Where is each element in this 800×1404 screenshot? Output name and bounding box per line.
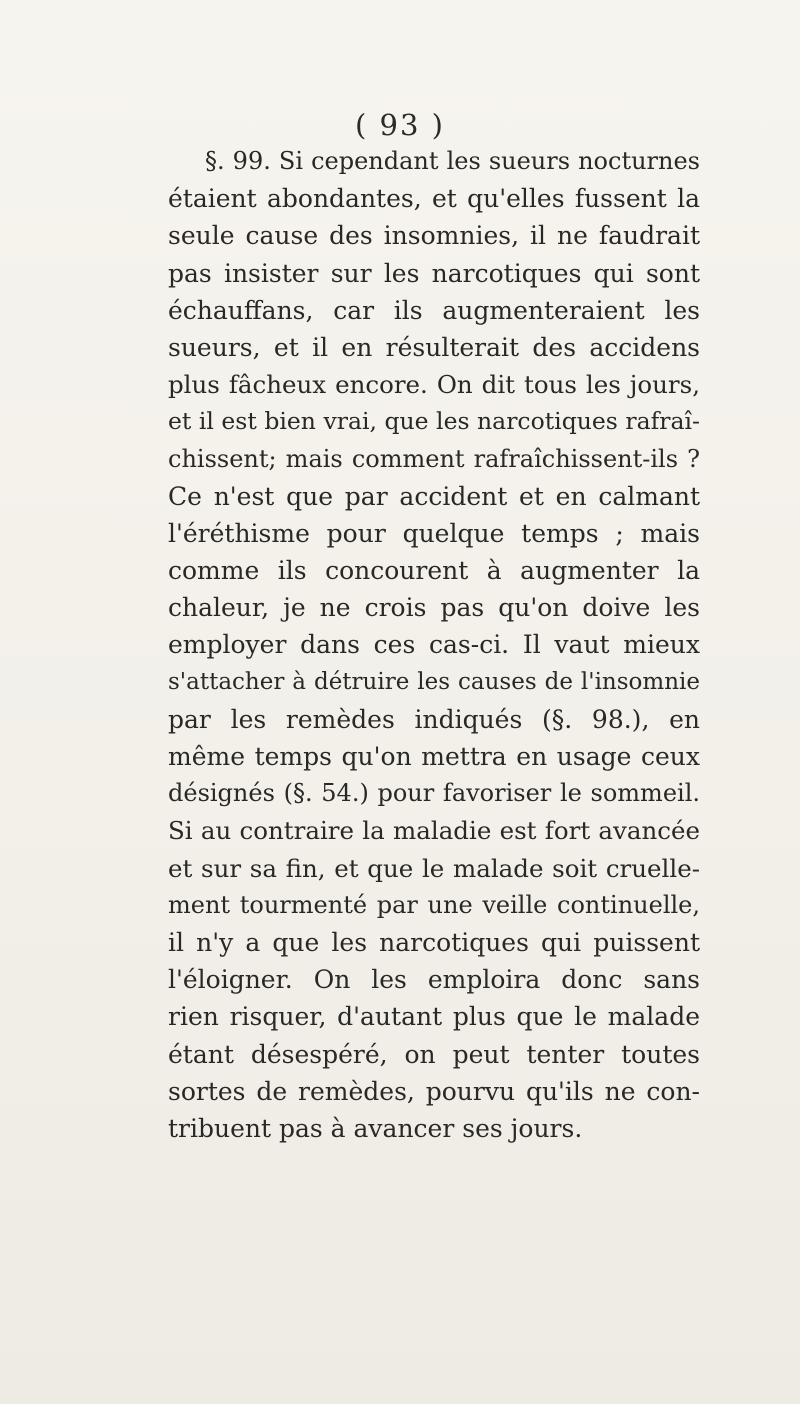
text-line: employer dans ces cas-ci. Il vaut mieux bbox=[168, 630, 700, 660]
text-line: s'attacher à détruire les causes de l'insomnie bbox=[168, 668, 700, 695]
text-line: rien risquer, d'autant plus que le malade bbox=[168, 1002, 700, 1032]
text-line: il n'y a que les narcotiques qui puissent bbox=[168, 927, 700, 957]
text-line: étaient abondantes, et qu'elles fussent la bbox=[168, 184, 700, 214]
paragraph-99 bbox=[168, 143, 700, 1147]
text-line: même temps qu'on mettra en usage ceux bbox=[168, 742, 700, 771]
text-line: par les remèdes indiqués (§. 98.), en bbox=[168, 704, 700, 734]
text-line: désignés (§. 54.) pour favoriser le sommeil. bbox=[168, 779, 700, 808]
text-line: l'éloigner. On les emploira donc sans bbox=[168, 965, 700, 995]
text-line: seule cause des insomnies, il ne faudrait bbox=[168, 221, 700, 251]
text-line: tribuent pas à avancer ses jours. bbox=[168, 1113, 583, 1143]
text-line: chissent; mais comment rafraîchissent-ils ? bbox=[168, 444, 700, 473]
text-line: échauffans, car ils augmenteraient les bbox=[168, 295, 700, 325]
text-line: l'éréthisme pour quelque temps ; mais bbox=[168, 518, 700, 548]
text-line: sortes de remèdes, pourvu qu'ils ne con- bbox=[168, 1076, 700, 1106]
text-line: Si au contraire la maladie est fort avancée bbox=[168, 816, 700, 846]
text-line: et sur sa fin, et que le malade soit cruelle- bbox=[168, 853, 700, 883]
text-line: pas insister sur les narcotiques qui sont bbox=[168, 258, 700, 288]
text-line: ment tourmenté par une veille continuelle, bbox=[168, 890, 700, 919]
text-line: et il est bien vrai, que les narcotiques rafraî- bbox=[168, 407, 700, 436]
page-number: ( 93 ) bbox=[355, 108, 445, 142]
text-line: Ce n'est que par accident et en calmant bbox=[168, 481, 700, 511]
text-line: étant désespéré, on peut tenter toutes bbox=[168, 1039, 700, 1069]
text-line: sueurs, et il en résulterait des accidens bbox=[168, 332, 700, 362]
text-line: chaleur, je ne crois pas qu'on doive les bbox=[168, 593, 700, 623]
text-line: comme ils concourent à augmenter la bbox=[168, 556, 700, 586]
text-line: §. 99. Si cependant les sueurs nocturnes bbox=[205, 147, 700, 175]
text-line: plus fâcheux encore. On dit tous les jours, bbox=[168, 370, 700, 400]
